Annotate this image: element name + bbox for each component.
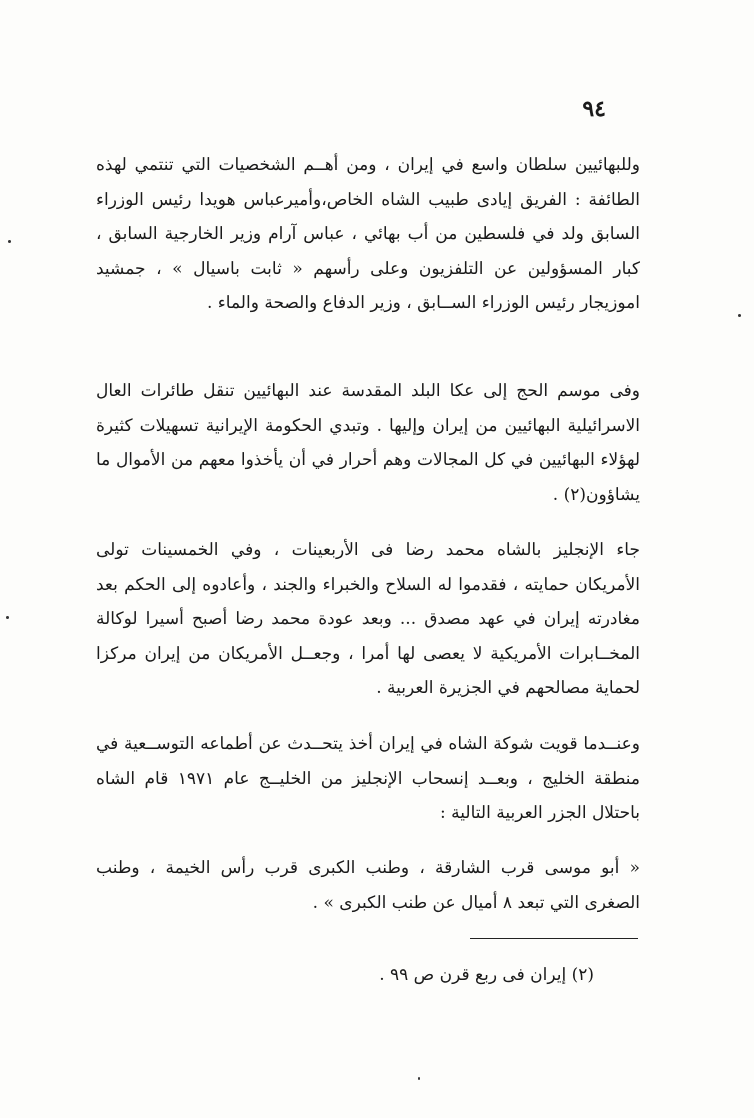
- scan-speck: [6, 616, 9, 619]
- paragraph-shah-history: [96, 533, 640, 706]
- paragraph-text: وعنــدما قويت شوكة الشاه في إيران أخذ يتحــدث عن أطماعه التوســعية في منطقة الخليج ، وبعــد إنسحاب الإنجليز من الخليــج عام ١٩٧١ قام الشاه باحتلال الجزر العربية التالية :: [96, 734, 641, 823]
- paragraph-gulf-ambitions: [96, 727, 640, 831]
- footnote: (٢) إيران فى ربع قرن ص ٩٩ .: [379, 965, 594, 985]
- paragraph-islands-quote: [96, 851, 640, 920]
- paragraph-pilgrimage: [96, 374, 640, 512]
- paragraph-bahai-influence: [96, 148, 640, 321]
- paragraph-text: جاء الإنجليز بالشاه محمد رضا فى الأربعينات ، وفي الخمسينات تولى الأمريكان حمايته ، فقدموا له السلاح والخبراء والجند ، وأعادوه إلى الحكم بعد مغادرته إيران في عهد مصدق ... وبعد عودة محمد رضا أصبح أسيرا لوكالة المخــابرات الأمريكية لا يعصى لها أمرا ، وجعــل الأمريكان من إيران مركزا لحماية مصالحهم في الجزيرة العربية .: [96, 540, 640, 698]
- paragraph-text: وفى موسم الحج إلى عكا البلد المقدسة عند البهائيين تنقل طائرات العال الاسرائيلية البهائيين من إيران وإليها . وتبدي الحكومة الإيرانية تسهيلات كثيرة لهؤلاء البهائيين في كل المجالات وهم أحرار في أن يأخذوا معهم من الأموال ما يشاؤون(٢) .: [96, 381, 640, 505]
- paragraph-text: وللبهائيين سلطان واسع في إيران ، ومن أهــم الشخصيات التي تنتمي لهذه الطائفة : الفريق إيادى طبيب الشاه الخاص،وأميرعباس هويدا رئيس الوزراء السابق ولد في فلسطين من أب بهائي ، عباس آرام وزير الخارجية السابق ، كبار المسؤولين عن التلفزيون وعلى رأسهم « ثابت باسيال » ، جمشيد اموزيجار رئيس الوزراء الســابق ، وزير الدفاع والصحة والماء .: [96, 155, 640, 313]
- page-number: ٩٤: [582, 96, 606, 122]
- scan-speck: [418, 1077, 420, 1080]
- scan-speck: [8, 240, 11, 243]
- scan-speck: [738, 314, 741, 317]
- footnote-divider: [470, 938, 638, 939]
- paragraph-text: « أبو موسى قرب الشارقة ، وطنب الكبرى قرب رأس الخيمة ، وطنب الصغرى التي تبعد ٨ أميال عن طنب الكبرى » .: [96, 858, 640, 913]
